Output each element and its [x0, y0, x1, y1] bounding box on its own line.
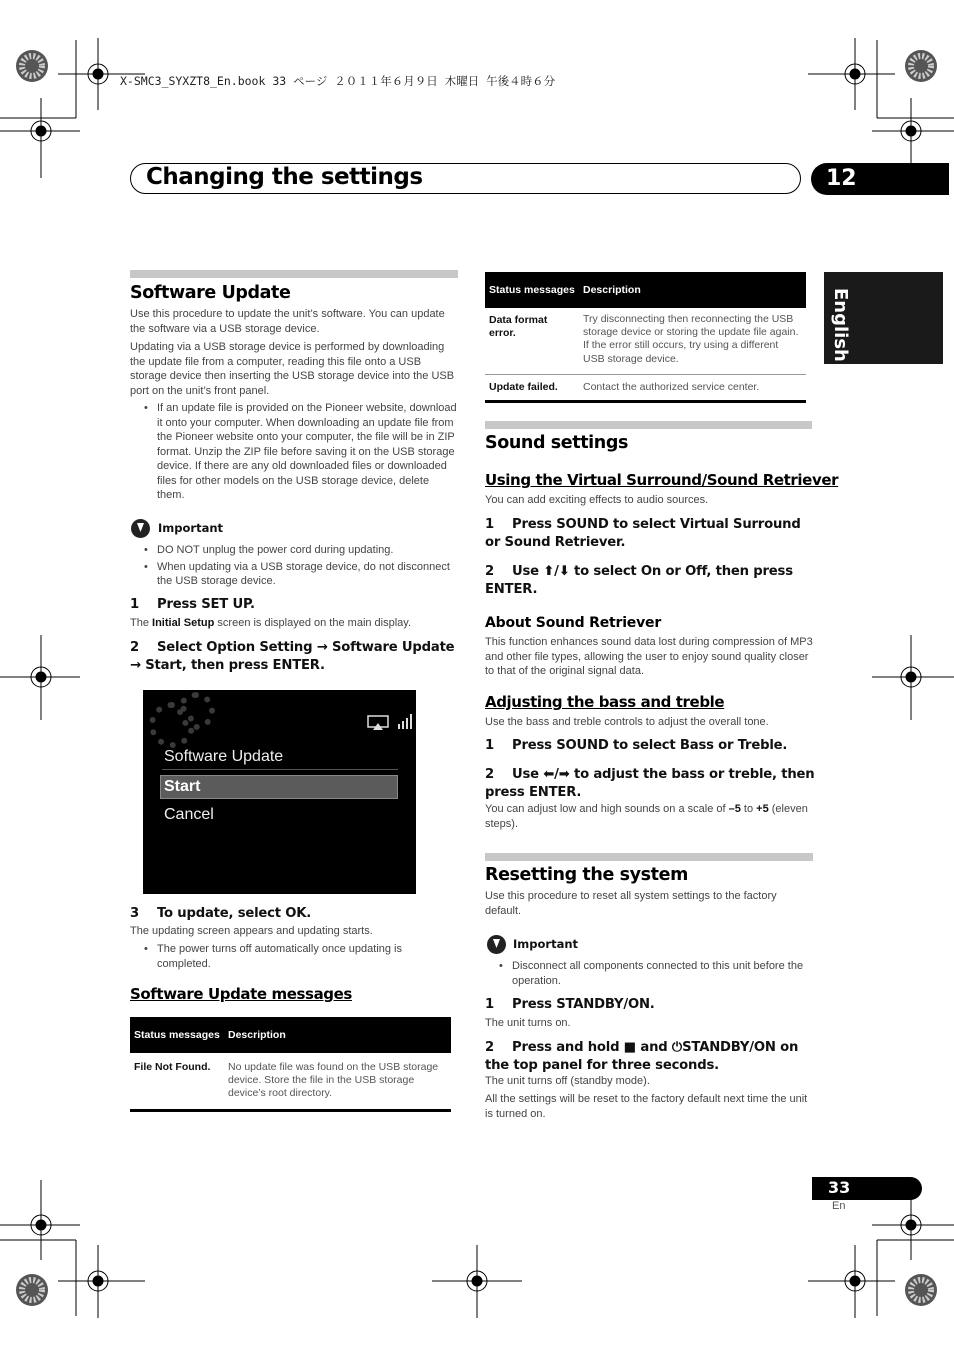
list-item: • When updating via a USB storage device, do not disconnect the USB storage device. [157, 560, 458, 589]
screen-title: Software Update [164, 748, 284, 765]
step-number: 1 [130, 597, 139, 612]
chapter-number-badge [811, 163, 949, 195]
software-update-intro: Use this procedure to update the unit’s software. You can update the software via a USB storage device. [130, 308, 445, 335]
important-icon [487, 935, 506, 954]
reset-step-1-desc: The unit turns on. [485, 1017, 571, 1029]
description-cell: Try disconnecting then reconnecting the USB storage device or storing the update file again. If the error still occurs, try using a different USB storage device. [583, 313, 799, 365]
step-number: 2 [485, 767, 494, 782]
step-3-desc: The updating screen appears and updating starts. [130, 925, 373, 937]
about-sound-retriever-heading: About Sound Retriever [485, 615, 662, 631]
page-number-badge [812, 1177, 922, 1200]
list-item: • If an update file is provided on the Pioneer website, download it onto your computer. When downloading an update file from the Pioneer website onto your computer, the file will be in ZIP format. Unzip the ZIP file before saving it on the USB storage device. If there are any old downloaded files or downloaded files for other models on the USB storage device, delete them. [157, 401, 458, 503]
step-number: 1 [485, 997, 494, 1012]
important-label: Important [513, 937, 579, 951]
virtual-surround-desc: You can add exciting effects to audio sources. [485, 494, 709, 506]
bt-step-1 [485, 737, 815, 755]
messages-table [130, 1017, 451, 1112]
status-cell: Data format error. [489, 314, 548, 340]
min-value: –5 [728, 803, 741, 815]
language-label: English [830, 288, 851, 362]
virtual-surround-heading: Using the Virtual Surround/Sound Retriever [485, 471, 839, 489]
step-text: To update, select OK. [157, 906, 312, 921]
sound-settings-heading: Sound settings [485, 433, 628, 453]
col-description: Description [579, 272, 806, 308]
messages-table-continued [485, 272, 806, 403]
chapter-title: Changing the settings [146, 164, 423, 190]
step-number: 1 [485, 517, 494, 532]
reset-step-2-desc2: All the settings will be reset to the factory default next time the unit is turned on. [485, 1093, 808, 1120]
start-option[interactable]: Start [164, 778, 201, 795]
text: You can adjust low and high sounds on a scale of [485, 803, 729, 815]
col-description: Description [224, 1017, 451, 1053]
page-language: En [832, 1200, 846, 1212]
step-1 [130, 596, 460, 614]
resetting-heading: Resetting the system [485, 865, 688, 885]
step-text: Press SET UP. [157, 597, 255, 612]
section-bar [485, 421, 812, 429]
airplay-icon [367, 715, 389, 731]
bass-treble-note [485, 802, 812, 831]
about-sound-retriever-desc: This function enhances sound data lost during compression of MP3 and other file types, allowing the user to enjoy sound quality closer to that of the original signal data. [485, 636, 813, 677]
text: (eleven steps). [485, 803, 808, 830]
col-status: Status messages [130, 1017, 224, 1053]
table-header [130, 1017, 451, 1053]
bt-step-2 [485, 766, 815, 801]
step-text: Press STANDBY/ON. [512, 997, 655, 1012]
vs-step-2 [485, 563, 815, 598]
reset-step-1 [485, 996, 815, 1014]
software-update-screen [143, 690, 416, 894]
messages-heading: Software Update messages [130, 985, 352, 1003]
step-number: 2 [130, 640, 139, 655]
status-cell: File Not Found. [134, 1061, 211, 1073]
description-cell: Contact the authorized service center. [579, 374, 806, 401]
list-item: • Disconnect all components connected to this unit before the operation. [512, 959, 812, 988]
cancel-option[interactable]: Cancel [164, 806, 214, 823]
table-row [130, 1053, 451, 1110]
gear-icon [177, 692, 215, 730]
vs-step-1 [485, 516, 815, 551]
print-header: X-SMC3_SYXZT8_En.book 33 ページ ２０１１年６月９日 木曜日 午後４時６分 [120, 74, 556, 88]
text: screen is displayed on the main display. [214, 617, 412, 629]
important-label: Important [158, 521, 224, 535]
step-text: Press and hold ■ and ⏻STANDBY/ON on the top panel for three seconds. [485, 1040, 799, 1073]
status-cell: Update failed. [485, 374, 579, 401]
step-2 [130, 639, 460, 674]
list-item: • DO NOT unplug the power cord during updating. [157, 543, 458, 558]
step-3-bullets [130, 942, 458, 973]
table-row [485, 374, 806, 401]
step-text: Press SOUND to select Virtual Surround or Sound Retriever. [485, 517, 801, 550]
step-number: 3 [130, 906, 139, 921]
software-update-heading: Software Update [130, 283, 291, 303]
page-number: 33 [828, 1178, 851, 1197]
reset-step-2 [485, 1039, 815, 1074]
section-bar [130, 270, 458, 278]
resetting-desc: Use this procedure to reset all system settings to the factory default. [485, 890, 777, 917]
step-text: Select Option Setting → Software Update → Start, then press ENTER. [130, 640, 455, 673]
step-1-desc [130, 616, 460, 631]
divider [162, 769, 398, 770]
step-number: 2 [485, 1040, 494, 1055]
list-item: • The power turns off automatically once updating is completed. [157, 942, 458, 971]
software-update-bullets [130, 401, 458, 505]
reset-step-2-desc1: The unit turns off (standby mode). [485, 1075, 650, 1087]
important-bullets [130, 543, 458, 591]
step-text: Press SOUND to select Bass or Treble. [512, 738, 788, 753]
text: to [740, 803, 757, 815]
col-status: Status messages [485, 272, 579, 308]
table-row [485, 308, 806, 374]
text: The [130, 617, 153, 629]
table-header [485, 272, 806, 308]
important-icon [131, 519, 150, 538]
step-number: 2 [485, 564, 494, 579]
initial-setup-label: Initial Setup [152, 617, 215, 629]
reset-important-bullets [485, 959, 812, 990]
step-3 [130, 905, 460, 923]
signal-strength-icon [397, 712, 415, 730]
chapter-number: 12 [826, 166, 857, 191]
max-value: +5 [756, 803, 769, 815]
step-number: 1 [485, 738, 494, 753]
bass-treble-desc: Use the bass and treble controls to adjust the overall tone. [485, 716, 769, 728]
bass-treble-heading: Adjusting the bass and treble [485, 693, 725, 711]
section-bar [485, 853, 813, 861]
step-text: Use ⬅/➡ to adjust the bass or treble, then press ENTER. [485, 767, 815, 800]
software-update-para: Updating via a USB storage device is performed by downloading the update file from a computer, reading this file onto a USB storage device then inserting the USB storage device into the USB port on the unit’s front panel. [130, 341, 455, 397]
description-cell: No update file was found on the USB storage device. Store the file in the USB storage device’s root directory. [228, 1061, 439, 1100]
language-tab [824, 272, 943, 364]
step-text: Use ⬆/⬇ to select On or Off, then press ENTER. [485, 564, 793, 597]
